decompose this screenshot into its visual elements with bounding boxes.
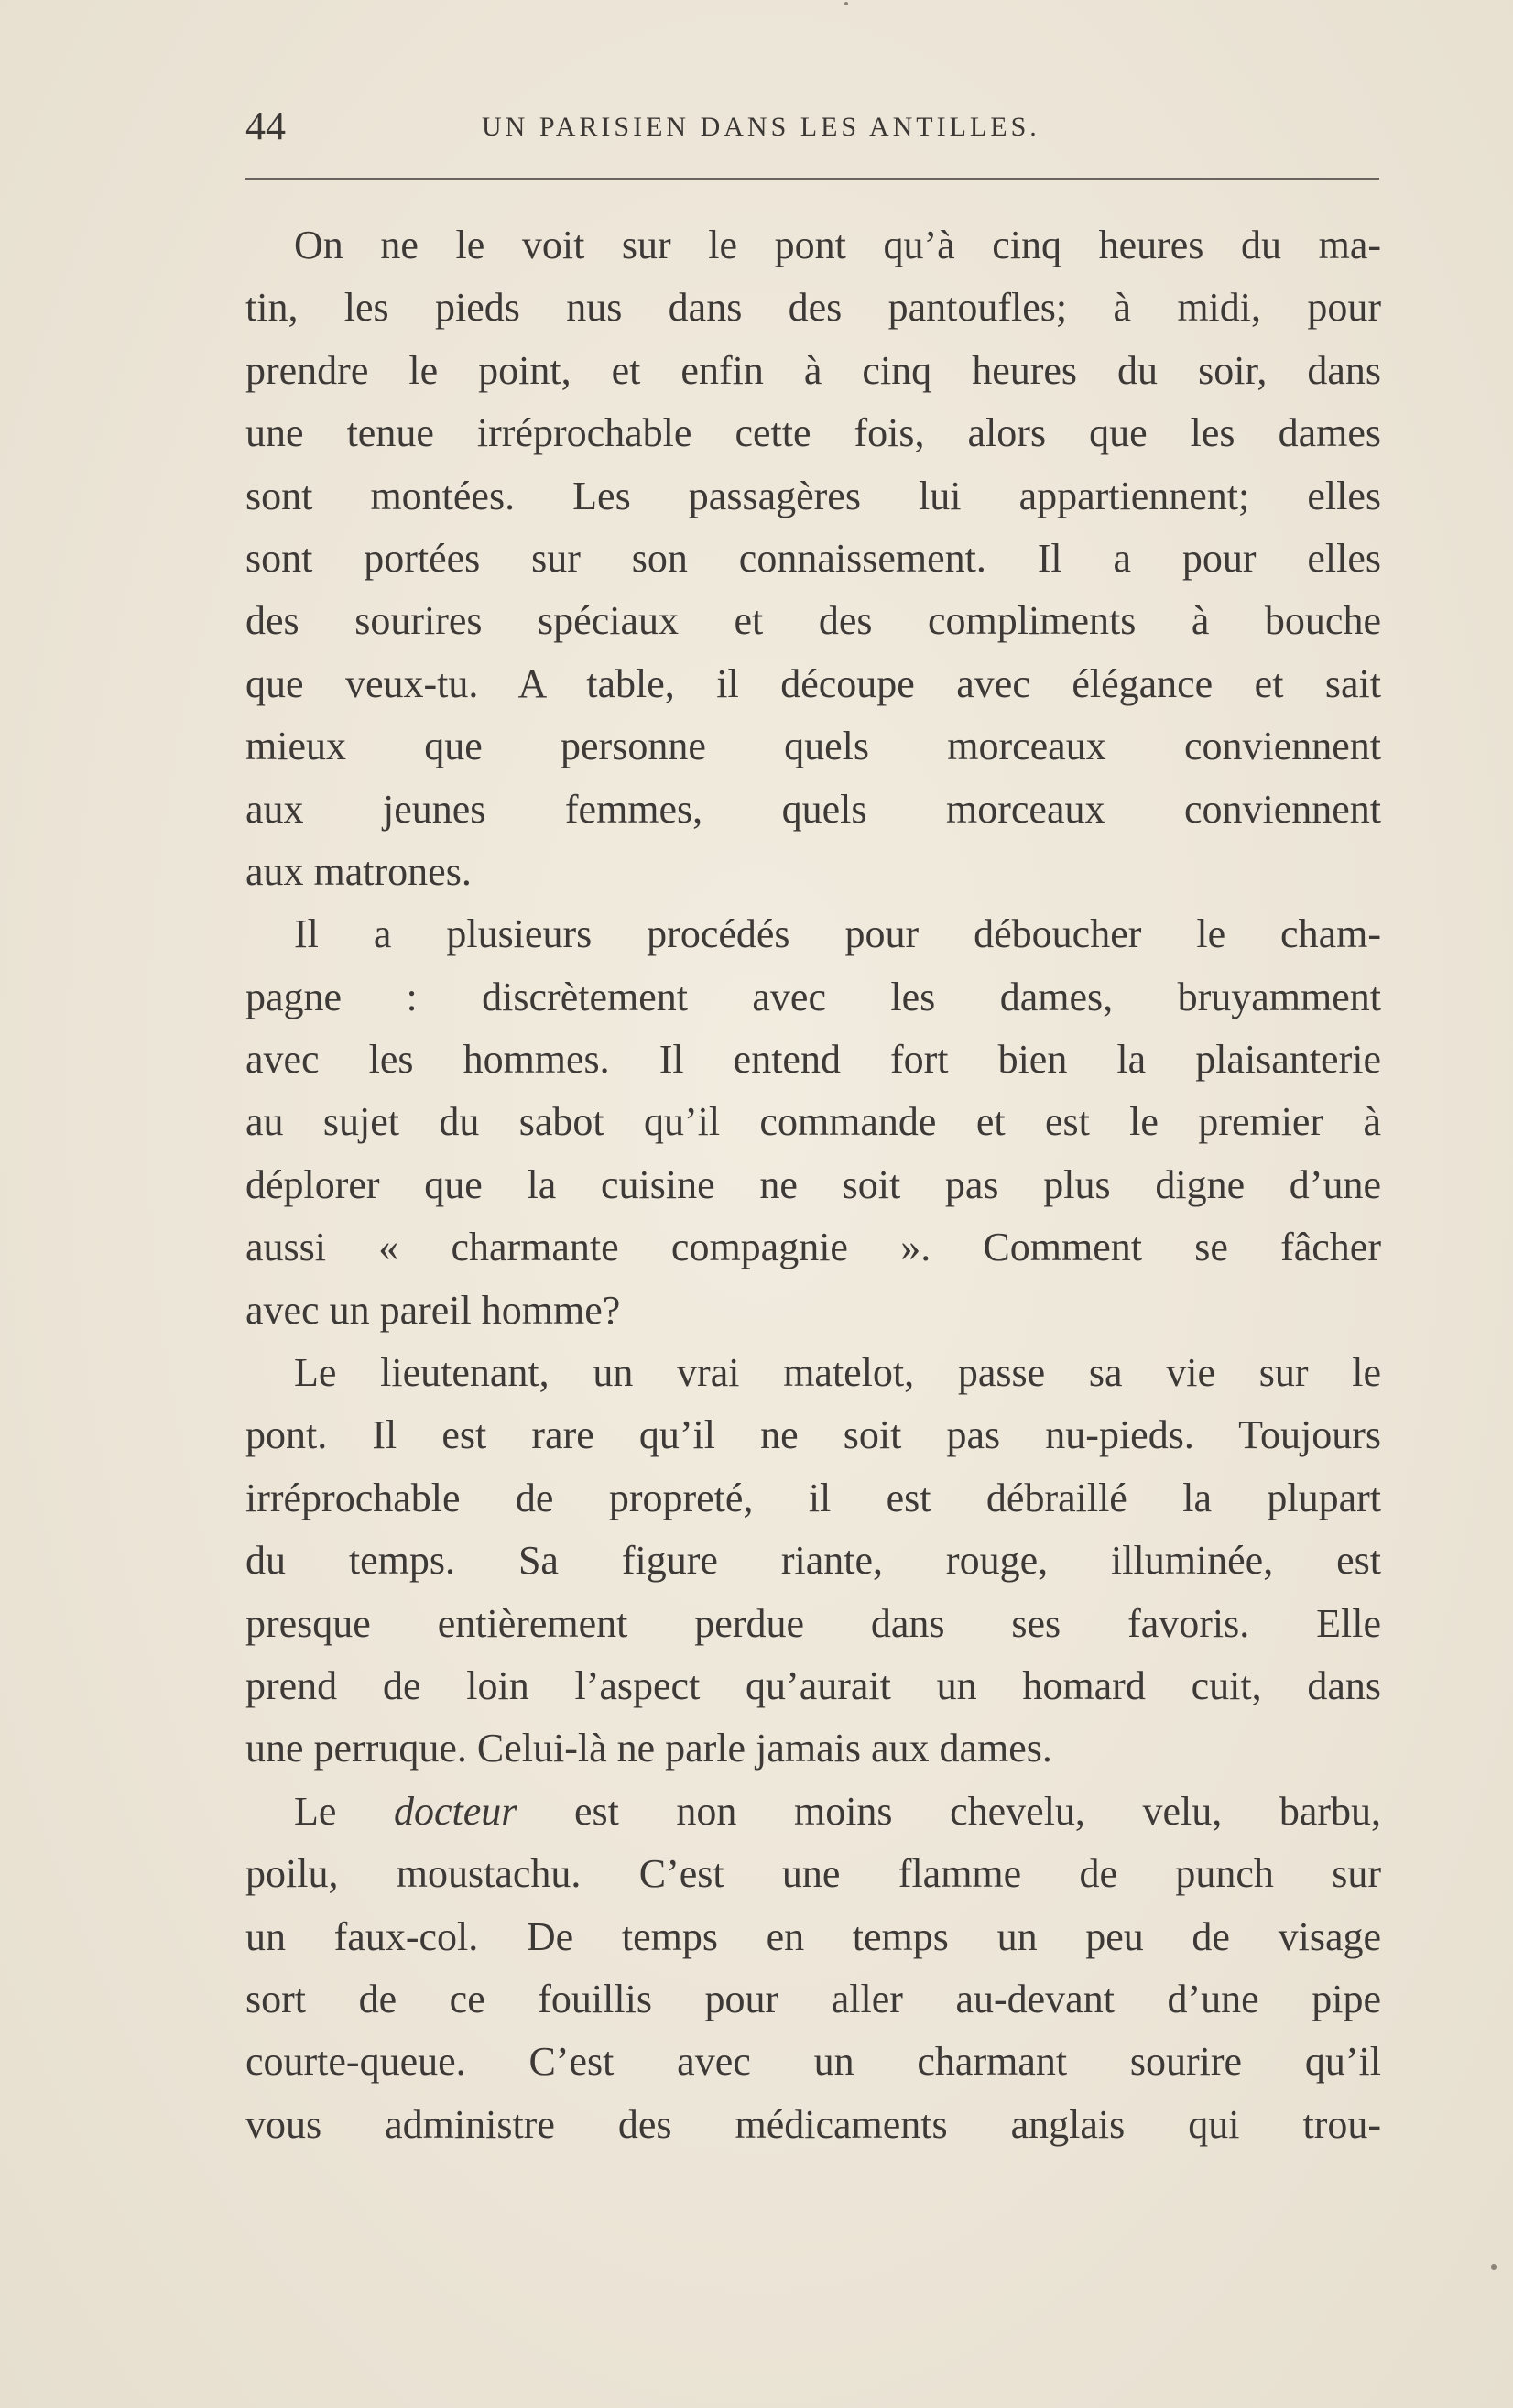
body-text	[245, 214, 1381, 2156]
text-line: Le lieutenant, un vrai matelot, passe sa vie sur le	[294, 1350, 1381, 1396]
text-line: sont montées. Les passagères lui appartiennent; elles	[245, 473, 1381, 518]
text-line: une tenue irréprochable cette fois, alors que les dames	[245, 410, 1381, 456]
text-line: tin, les pieds nus dans des pantoufles; à midi, pour	[245, 285, 1381, 331]
italic-word: docteur	[393, 1788, 517, 1834]
text-line: avec les hommes. Il entend fort bien la plaisanterie	[245, 1037, 1381, 1083]
text-line: aux matrones.	[245, 848, 472, 894]
text-line: du temps. Sa figure riante, rouge, illuminée, est	[245, 1538, 1381, 1584]
text-line: que veux-tu. A table, il découpe avec élégance et sait	[245, 660, 1381, 706]
text-line: sort de ce fouillis pour aller au-devant d’une pipe	[245, 1976, 1381, 2021]
text-line: aussi « charmante compagnie ». Comment se fâcher	[245, 1225, 1381, 1270]
text-line: sont portées sur son connaissement. Il a pour elles	[245, 535, 1381, 581]
text-line: Il a plusieurs procédés pour déboucher le cham-	[294, 911, 1381, 957]
text-line: poilu, moustachu. C’est une flamme de punch sur	[245, 1851, 1381, 1897]
text-line: une perruque. Celui-là ne parle jamais aux dames.	[245, 1726, 1052, 1771]
text-line: des sourires spéciaux et des compliments à bouche	[245, 598, 1381, 644]
page-number: 44	[245, 104, 286, 148]
text-line: presque entièrement perdue dans ses favoris. Elle	[245, 1600, 1381, 1646]
running-title: UN PARISIEN DANS LES ANTILLES.	[482, 112, 1040, 142]
paper-speck	[844, 2, 848, 5]
text-line: un faux-col. De temps en temps un peu de visage	[245, 1913, 1381, 1959]
text-line-docteur	[245, 1781, 1381, 1843]
text-line: déplorer que la cuisine ne soit pas plus digne d’une	[245, 1161, 1381, 1207]
text-line: vous administre des médicaments anglais qui trou-	[245, 2101, 1381, 2147]
text-line: avec un pareil homme?	[245, 1287, 621, 1333]
header-rule	[245, 178, 1379, 180]
text-line: On ne le voit sur le pont qu’à cinq heures du ma-	[294, 223, 1381, 267]
text-line: irréprochable de propreté, il est débraillé la plupart	[245, 1475, 1381, 1520]
text-fragment: Le	[294, 1788, 394, 1834]
text-line: aux jeunes femmes, quels morceaux conviennent	[245, 786, 1381, 832]
text-line: au sujet du sabot qu’il commande et est le premier à	[245, 1099, 1381, 1145]
text-line: pagne : discrètement avec les dames, bruyamment	[245, 974, 1381, 1019]
text-fragment: est non moins chevelu, velu, barbu,	[517, 1788, 1382, 1834]
text-line: pont. Il est rare qu’il ne soit pas nu-pieds. Toujours	[245, 1412, 1381, 1458]
text-line: mieux que personne quels morceaux conviennent	[245, 724, 1381, 769]
text-line: prend de loin l’aspect qu’aurait un homard cuit, dans	[245, 1662, 1381, 1708]
text-line: courte-queue. C’est avec un charmant sourire qu’il	[245, 2039, 1381, 2085]
running-head	[245, 99, 1386, 154]
text-line: prendre le point, et enfin à cinq heures du soir, dans	[245, 347, 1381, 393]
paper-speck	[1491, 2264, 1497, 2270]
